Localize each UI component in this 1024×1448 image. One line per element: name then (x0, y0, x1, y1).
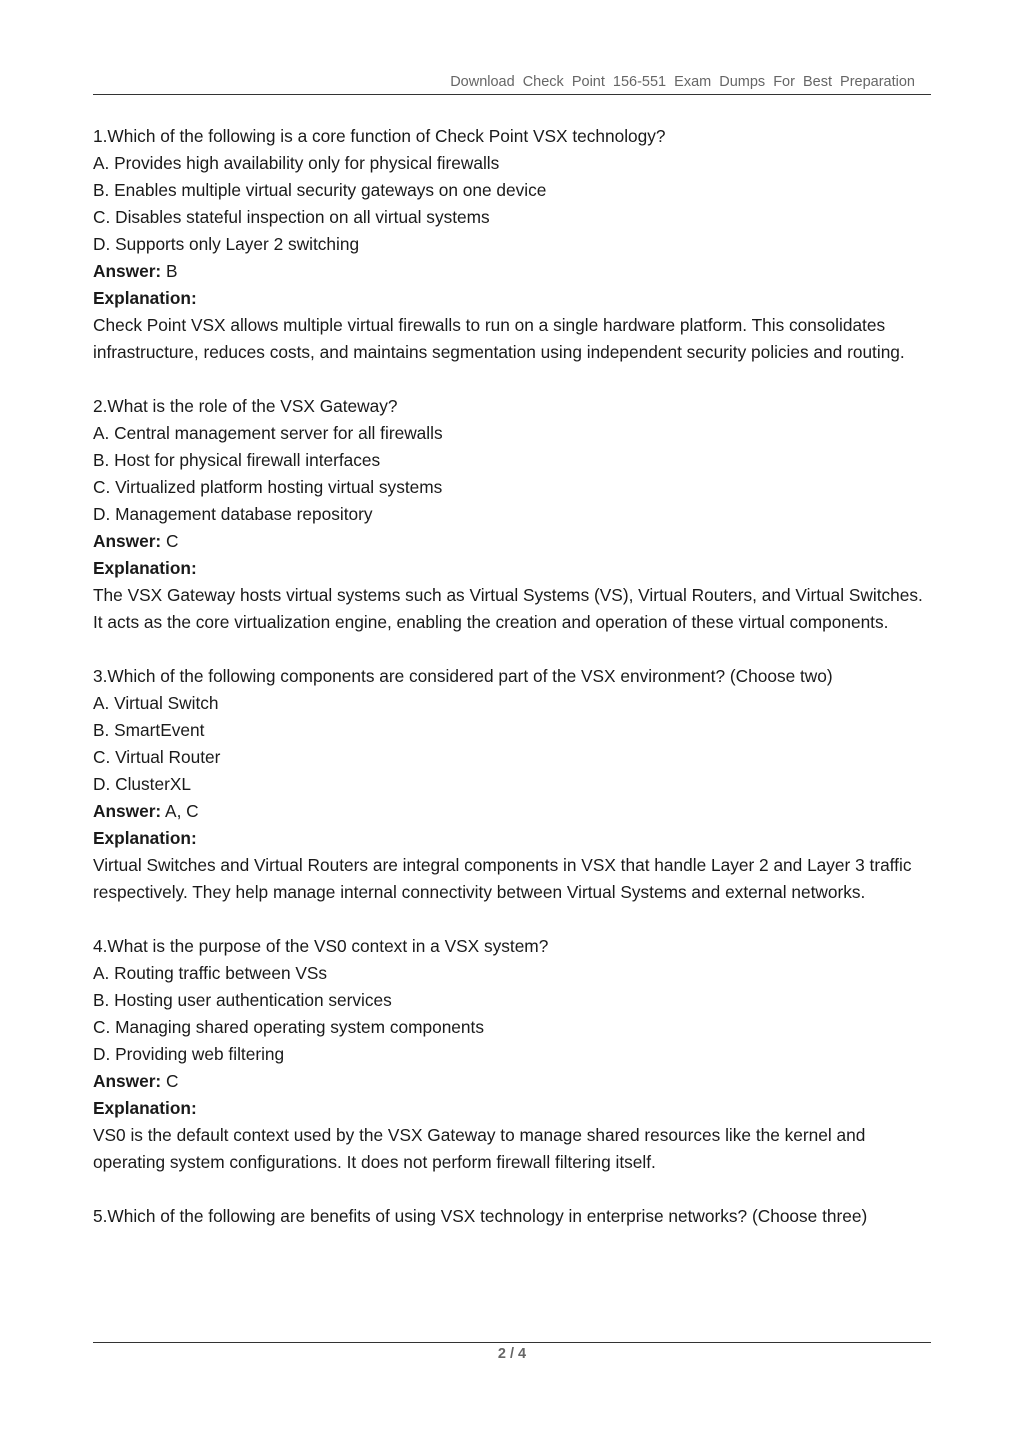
answer-line (93, 1068, 931, 1095)
question-block-5 (93, 1203, 931, 1230)
question-text: 5.Which of the following are benefits of using VSX technology in enterprise networks? (Choose three) (93, 1206, 868, 1226)
answer-value: C (166, 531, 179, 551)
question-text: 2.What is the role of the VSX Gateway? (93, 396, 398, 416)
question-block-2 (93, 393, 931, 636)
spacer (93, 906, 931, 933)
page-number: 2 / 4 (497, 1346, 527, 1362)
answer-label: Answer: (93, 531, 162, 551)
question-text: 1.Which of the following is a core function of Check Point VSX technology? (93, 126, 666, 146)
spacer (93, 1176, 931, 1203)
answer-line (93, 528, 931, 555)
option-a: A. Provides high availability only for physical firewalls (93, 153, 500, 173)
explanation-text: Virtual Switches and Virtual Routers are integral components in VSX that handle Layer 2 and Layer 3 traffic respectively. They help manage internal connectivity between Virtual Systems and external networks. (93, 855, 912, 902)
answer-label: Answer: (93, 261, 162, 281)
answer-label: Answer: (93, 801, 162, 821)
explanation-text: The VSX Gateway hosts virtual systems such as Virtual Systems (VS), Virtual Routers, and Virtual Switches. It acts as the core virtualization engine, enabling the creation and operation of these virtual components. (93, 585, 923, 632)
document-body (93, 123, 931, 1230)
question-block-1 (93, 123, 931, 366)
option-a: A. Central management server for all firewalls (93, 423, 443, 443)
question-block-3 (93, 663, 931, 906)
answer-value: C (166, 1071, 179, 1091)
option-d: D. Management database repository (93, 504, 373, 524)
option-c: C. Virtual Router (93, 747, 221, 767)
answer-line (93, 258, 931, 285)
footer-divider (93, 1342, 931, 1343)
option-c: C. Managing shared operating system components (93, 1017, 484, 1037)
question-text: 4.What is the purpose of the VS0 context in a VSX system? (93, 936, 549, 956)
option-a: A. Virtual Switch (93, 693, 219, 713)
option-b: B. Hosting user authentication services (93, 990, 392, 1010)
option-d: D. ClusterXL (93, 774, 191, 794)
explanation-text: VS0 is the default context used by the VSX Gateway to manage shared resources like the kernel and operating system configurations. It does not perform firewall filtering itself. (93, 1125, 866, 1172)
option-c: C. Disables stateful inspection on all virtual systems (93, 207, 490, 227)
option-b: B. Enables multiple virtual security gateways on one device (93, 180, 547, 200)
explanation-label: Explanation: (93, 558, 197, 578)
option-b: B. Host for physical firewall interfaces (93, 450, 381, 470)
explanation-label: Explanation: (93, 1098, 197, 1118)
answer-label: Answer: (93, 1071, 162, 1091)
answer-value: A, C (165, 801, 199, 821)
answer-line (93, 798, 931, 825)
answer-value: B (166, 261, 178, 281)
spacer (93, 636, 931, 663)
explanation-text: Check Point VSX allows multiple virtual firewalls to run on a single hardware platform. This consolidates infrastructure, reduces costs, and maintains segmentation using independent security policies and routing. (93, 315, 905, 362)
option-d: D. Providing web filtering (93, 1044, 285, 1064)
spacer (93, 366, 931, 393)
option-d: D. Supports only Layer 2 switching (93, 234, 360, 254)
question-text: 3.Which of the following components are considered part of the VSX environment? (Choose two) (93, 666, 833, 686)
option-b: B. SmartEvent (93, 720, 205, 740)
question-block-4 (93, 933, 931, 1176)
option-c: C. Virtualized platform hosting virtual systems (93, 477, 443, 497)
option-a: A. Routing traffic between VSs (93, 963, 328, 983)
page-header (93, 72, 931, 95)
explanation-label: Explanation: (93, 828, 197, 848)
explanation-label: Explanation: (93, 288, 197, 308)
header-title: Download Check Point 156-551 Exam Dumps For Best Preparation (450, 74, 915, 90)
